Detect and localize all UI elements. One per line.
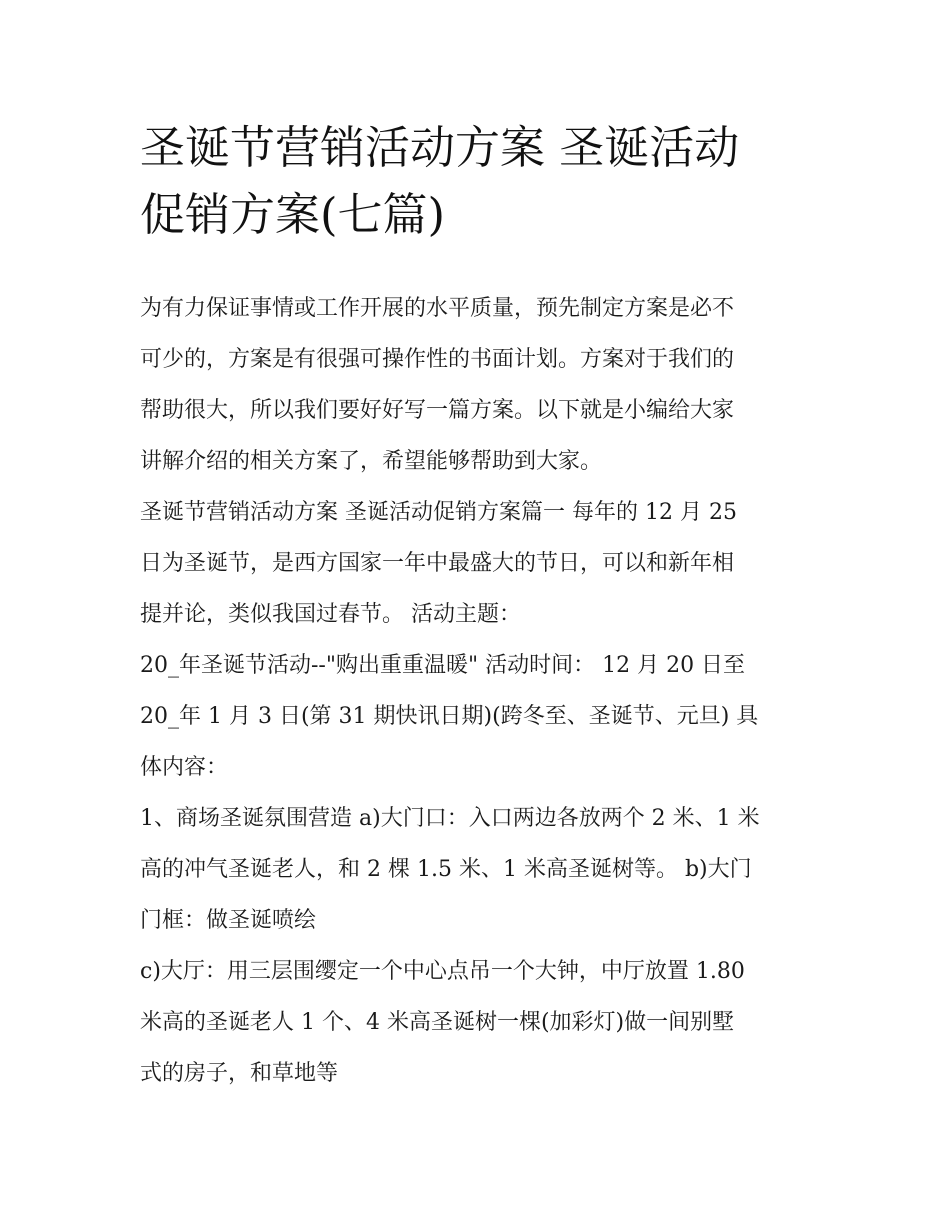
text-line: 可少的，方案是有很强可操作性的书面计划。方案对于我们的 (140, 347, 735, 372)
text-line: 体内容： (140, 755, 229, 780)
title-line-1: 圣诞节营销活动方案 圣诞活动 (140, 121, 740, 174)
document-title (140, 114, 820, 248)
text-line: 帮助很大，所以我们要好好写一篇方案。以下就是小编给大家 (140, 398, 735, 423)
text-line: 20_年 1 月 3 日(第 31 期快讯日期)(跨冬至、圣诞节、元旦) 具 (140, 704, 759, 729)
text-line: 圣诞节营销活动方案 圣诞活动促销方案篇一 每年的 12 月 25 (140, 500, 737, 525)
text-line: 讲解介绍的相关方案了，希望能够帮助到大家。 (140, 449, 603, 474)
text-line: c)大厅：用三层围缨定一个中心点吊一个大钟，中厅放置 1.80 (140, 959, 745, 984)
activity-time-paragraph (140, 640, 820, 793)
text-line: 提并论，类似我国过春节。 活动主题： (140, 602, 521, 627)
text-line: 式的房子，和草地等 (140, 1061, 339, 1086)
hall-paragraph (140, 946, 820, 1099)
document-body (140, 283, 820, 1099)
text-line: 为有力保证事情或工作开展的水平质量，预先制定方案是必不 (140, 296, 735, 321)
text-line: 高的冲气圣诞老人，和 2 棵 1.5 米、1 米高圣诞树等。 b)大门 (140, 857, 752, 882)
text-line: 20_年圣诞节活动--"购出重重温暖" 活动时间： 12 月 20 日至 (140, 653, 746, 678)
text-line: 日为圣诞节，是西方国家一年中最盛大的节日，可以和新年相 (140, 551, 735, 576)
section-one-paragraph (140, 487, 820, 640)
title-line-2: 促销方案(七篇) (140, 188, 446, 241)
text-line: 米高的圣诞老人 1 个、4 米高圣诞树一棵(加彩灯)做一间别墅 (140, 1010, 735, 1035)
text-line: 1、商场圣诞氛围营造 a)大门口：入口两边各放两个 2 米、1 米 (140, 806, 760, 831)
intro-paragraph (140, 283, 820, 487)
atmosphere-paragraph (140, 793, 820, 946)
text-line: 门框：做圣诞喷绘 (140, 908, 317, 933)
